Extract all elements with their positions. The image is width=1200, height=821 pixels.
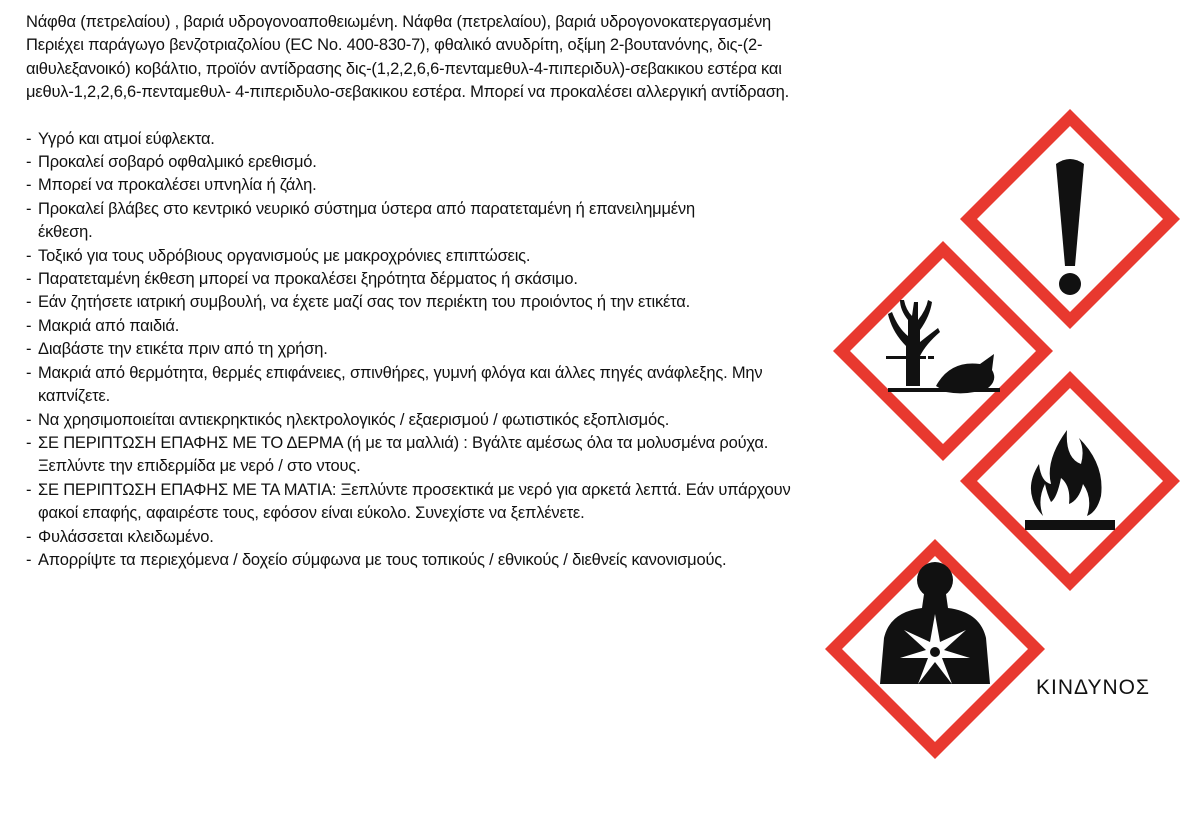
statement-item: - ΣΕ ΠΕΡΙΠΤΩΣΗ ΕΠΑΦΗΣ ΜΕ ΤΟ ΔΕΡΜΑ (ή με τα μαλλιά) : Βγάλτε αμέσως όλα τα μολυσμένα ρούχα. Ξεπλύντε την επιδερμίδα με νερό / στο ντους.	[26, 432, 826, 479]
product-name: Νάφθα (πετρελαίου) , βαριά υδρογονοαποθειωμένη. Νάφθα (πετρελαίου), βαριά υδρογονοκατεργασμένη	[26, 13, 771, 31]
statement-item: - Διαβάστε την ετικέτα πριν από τη χρήση.	[26, 338, 826, 361]
intro-paragraph	[26, 11, 826, 105]
statement-item: - Υγρό και ατμοί εύφλεκτα.	[26, 128, 826, 151]
statement-item: - Μακριά από παιδιά.	[26, 315, 826, 338]
statement-item: - Εάν ζητήσετε ιατρική συμβουλή, να έχετε μαζί σας τον περιέκτη του προιόντος ή την ετικέτα.	[26, 291, 826, 314]
pictogram-health-hazard	[820, 534, 1050, 764]
statement-item: - Προκαλεί σοβαρό οφθαλμικό ερεθισμό.	[26, 151, 826, 174]
statement-item: - Φυλάσσεται κλειδωμένο.	[26, 526, 826, 549]
health-hazard-icon	[820, 534, 1050, 764]
statement-item: - Τοξικό για τους υδρόβιους οργανισμούς με μακροχρόνιες επιπτώσεις.	[26, 245, 826, 268]
statement-item: - Να χρησιμοποιείται αντιεκρηκτικός ηλεκτρολογικός / εξαερισμού / φωτιστικός εξοπλισμός.	[26, 409, 826, 432]
statement-item: - Παρατεταμένη έκθεση μπορεί να προκαλέσει ξηρότητα δέρματος ή σκάσιμο.	[26, 268, 826, 291]
statement-item: - Απορρίψτε τα περιεχόμενα / δοχείο σύμφωνα με τους τοπικούς / εθνικούς / διεθνείς κανονισμούς.	[26, 549, 778, 572]
statement-item: - Προκαλεί βλάβες στο κεντρικό νευρικό σύστημα ύστερα από παρατεταμένη ή επανειλημμένη έκθεση.	[26, 198, 728, 245]
statement-item: - Μακριά από θερμότητα, θερμές επιφάνειες, σπινθήρες, γυμνή φλόγα και άλλες πηγές ανάφλεξης. Μην καπνίζετε.	[26, 362, 798, 409]
ingredients-text: Περιέχει παράγωγο βενζοτριαζολίου (EC No. 400-830-7), φθαλικό ανυδρίτη, οξίμη 2-βουτανόνης, δις-(2-αιθυλεξανοικό) κοβάλτιο, προϊόν αντίδρασης δις-(1,2,2,6,6-πενταμεθυλ-4-πιπεριδυλ)-σεβακικου εστέρα και μεθυλ-1,2,2,6,6-πενταμεθυλ- 4-πιπεριδυλο-σεβακικου εστέρα. Μπορεί να προκαλέσει αλλεργική αντίδραση.	[26, 36, 790, 102]
statement-item: - ΣΕ ΠΕΡΙΠΤΩΣΗ ΕΠΑΦΗΣ ΜΕ ΤΑ ΜΑΤΙΑ: Ξεπλύντε προσεκτικά με νερό για αρκετά λεπτά. Εάν υπάρχουν φακοί επαφής, αφαιρέστε τους, εφόσον είναι εύκολο. Συνεχίστε να ξεπλένετε.	[26, 479, 798, 526]
statement-list	[26, 128, 826, 573]
label-text	[26, 11, 826, 572]
statement-item: - Μπορεί να προκαλέσει υπνηλία ή ζάλη.	[26, 174, 826, 197]
signal-word: ΚΙΝΔΥΝΟΣ	[1036, 676, 1150, 699]
